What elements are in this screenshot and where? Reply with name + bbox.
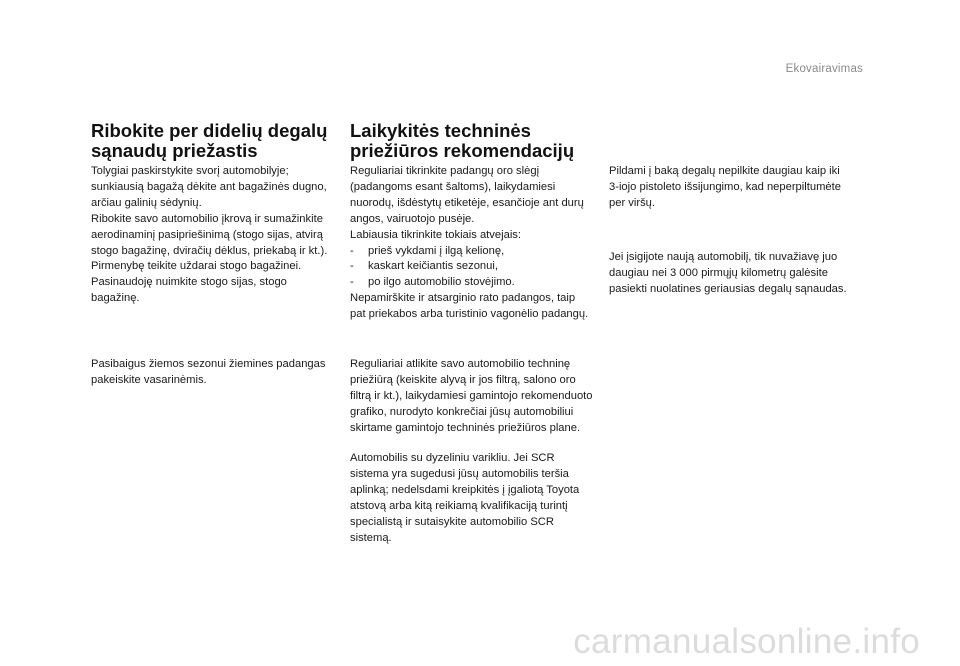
text-line: atstovą arba kitą reikiamą kvalifikaciją turintį xyxy=(350,499,568,512)
left-heading-line: Ribokite per didelių degalų xyxy=(91,120,328,141)
middle-paragraph-1 xyxy=(350,164,588,323)
text-line: skirtame gamintojo techninės priežiūros plane. xyxy=(350,421,581,434)
text-line: daugiau nei 3 000 pirmųjų kilometrų galėsite xyxy=(609,266,828,279)
middle-paragraph-3 xyxy=(350,451,579,546)
text-line: Pasibaigus žiemos sezonui žiemines padangas xyxy=(91,358,326,370)
text-line: stogo bagažinę, dviračių dėklus, priekabą ir kt.). xyxy=(91,244,328,257)
text-line: Labiausia tikrinkite tokiais atvejais: xyxy=(350,228,522,241)
left-heading-line: sąnaudų priežastis xyxy=(91,140,258,161)
text-line: Tolygiai paskirstykite svorį automobilyje; xyxy=(91,165,289,177)
middle-heading-line: priežiūros rekomendacijų xyxy=(350,140,575,161)
text-line: 3-iojo pistoleto išsijungimo, kad neperpiltumėte xyxy=(609,180,841,193)
text-line: aplinką; nedelsdami kreipkitės į įgaliotą Toyota xyxy=(350,483,580,496)
middle-heading xyxy=(350,121,574,161)
bullet-text: prieš vykdami į ilgą kelionę, xyxy=(368,244,505,257)
text-line: Reguliariai atlikite savo automobilio techninę xyxy=(350,358,571,370)
bullet-item xyxy=(350,244,588,260)
section-title: Ekovairavimas xyxy=(785,63,863,75)
text-line: Reguliariai tikrinkite padangų oro slėgį xyxy=(350,165,540,177)
bullet-dash: - xyxy=(350,244,354,257)
text-line: filtrą ir kt.), laikydamiesi gamintojo rekomenduoto xyxy=(350,389,593,402)
text-line: aerodinaminį pasipriešinimą (stogo sijas, atvirą xyxy=(91,228,323,241)
text-line: pasiekti nuolatines geriausias degalų sąnaudas. xyxy=(609,282,847,295)
text-line: Pirmenybę teikite uždarai stogo bagažinei. xyxy=(91,260,302,273)
bullet-item xyxy=(350,259,588,275)
text-line: Automobilis su dyzeliniu varikliu. Jei SCR xyxy=(350,452,555,464)
right-paragraph-2 xyxy=(609,250,847,298)
bullet-dash: - xyxy=(350,276,354,289)
text-line: specialistą ir sutaisykite automobilio SCR xyxy=(350,515,554,528)
bullet-item xyxy=(350,275,588,291)
text-line: nuorodų, išdėstytų etiketėje, esančioje ant durų xyxy=(350,196,584,209)
watermark: carmanualsonline.info xyxy=(573,622,920,661)
text-line: Pildami į baką degalų nepilkite daugiau kaip iki xyxy=(609,165,840,177)
text-line: angos, vairuotojo pusėje. xyxy=(350,212,475,225)
text-line: pat priekabos arba turistinio vagonėlio padangų. xyxy=(350,308,589,321)
text-line: arčiau galinių sėdynių. xyxy=(91,196,202,209)
text-line: Ribokite savo automobilio įkrovą ir sumažinkite xyxy=(91,212,323,225)
right-paragraph-1 xyxy=(609,164,841,212)
text-line: sistema yra sugedusi jūsų automobilis teršia xyxy=(350,467,569,480)
text-line: priežiūrą (keiskite alyvą ir jos filtrą, salono oro xyxy=(350,373,576,386)
text-line: grafiko, nurodyto konkrečiai jūsų automobiliui xyxy=(350,405,574,418)
left-heading xyxy=(91,121,327,161)
middle-heading-line: Laikykitės techninės xyxy=(350,120,531,141)
text-line: (padangoms esant šaltoms), laikydamiesi xyxy=(350,180,556,193)
text-line: pakeiskite vasarinėmis. xyxy=(91,373,207,386)
text-line: Pasinaudoję nuimkite stogo sijas, stogo xyxy=(91,276,287,289)
text-line: per viršų. xyxy=(609,196,656,209)
text-line: Nepamirškite ir atsarginio rato padangos, taip xyxy=(350,292,576,305)
bullet-dash: - xyxy=(350,260,354,273)
bullet-text: po ilgo automobilio stovėjimo. xyxy=(368,276,515,289)
left-paragraph-2 xyxy=(91,357,325,389)
text-line: sistemą. xyxy=(350,531,392,544)
left-paragraph-1 xyxy=(91,164,327,307)
text-line: sunkiausią bagažą dėkite ant bagažinės dugno, xyxy=(91,180,327,193)
bullet-text: kaskart keičiantis sezonui, xyxy=(368,260,498,273)
text-line: bagažinę. xyxy=(91,292,140,305)
text-line: Jei įsigijote naują automobilį, tik nuvažiavę juo xyxy=(609,251,838,263)
middle-paragraph-2 xyxy=(350,357,593,437)
